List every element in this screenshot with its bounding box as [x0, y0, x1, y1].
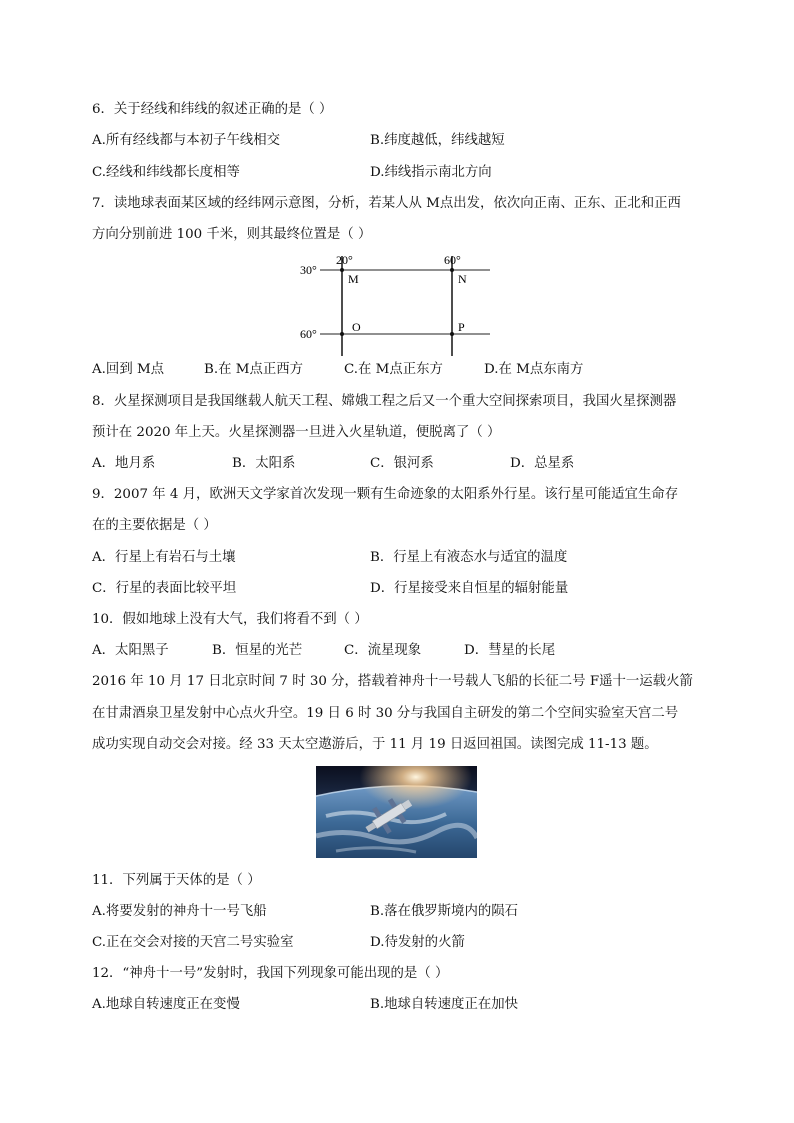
point-p-dot — [450, 332, 454, 336]
lat-label-bottom: 60° — [300, 327, 317, 341]
q9-option-b: B．行星上有液态水与适宜的温度 — [370, 550, 568, 565]
q12-option-a: A.地球自转速度正在变慢 — [92, 997, 240, 1012]
q10-option-d: D．彗星的长尾 — [464, 643, 556, 658]
point-n-dot — [450, 268, 454, 272]
q10-option-b: B．恒星的光芒 — [212, 643, 303, 658]
point-o-dot — [340, 332, 344, 336]
q8-option-c: C．银河系 — [370, 456, 434, 471]
q8-option-b: B．太阳系 — [232, 456, 296, 471]
q12-option-b: B.地球自转速度正在加快 — [370, 997, 519, 1012]
q6-stem: 6．关于经线和纬线的叙述正确的是（ ） — [92, 102, 333, 117]
q10-option-c: C．流星现象 — [344, 643, 422, 658]
point-o-label: O — [352, 320, 361, 334]
lon-label-left: 20° — [336, 253, 353, 267]
q11-stem: 11．下列属于天体的是（ ） — [92, 873, 261, 888]
q8-stem-line1: 8．火星探测项目是我国继载人航天工程、嫦娥工程之后又一个重大空间探索项目，我国火星探测器 — [92, 394, 677, 409]
q9-option-d: D．行星接受来自恒星的辐射能量 — [370, 581, 569, 596]
q9-stem-line1: 9．2007 年 4 月，欧洲天文学家首次发现一颗有生命迹象的太阳系外行星。该行星可能适宜生命存 — [92, 487, 679, 502]
q11-option-a: A.将要发射的神舟十一号飞船 — [92, 904, 267, 919]
q11-option-b: B.落在俄罗斯境内的陨石 — [370, 904, 519, 919]
q6-option-c: C.经线和纬线都长度相等 — [92, 165, 240, 180]
q8-option-a: A．地月系 — [92, 456, 156, 471]
q11-option-d: D.待发射的火箭 — [370, 935, 465, 950]
q7-option-a: A.回到 M点 — [92, 362, 165, 377]
lon-label-right: 60° — [444, 253, 461, 267]
spacecraft-earth-photo — [316, 766, 477, 858]
q7-option-d: D.在 M点东南方 — [484, 362, 584, 377]
point-p-label: P — [458, 320, 465, 334]
q6-option-d: D.纬线指示南北方向 — [370, 165, 492, 180]
lat-label-top: 30° — [300, 263, 317, 277]
q7-stem-line2: 方向分别前进 100 千米，则其最终位置是（ ） — [92, 227, 372, 242]
q11-option-c: C.正在交会对接的天宫二号实验室 — [92, 935, 294, 950]
passage-line3: 成功实现自动交会对接。经 33 天太空遨游后，于 11 月 19 日返回祖国。读图完成 11-13 题。 — [92, 737, 658, 752]
q9-option-a: A．行星上有岩石与土壤 — [92, 550, 236, 565]
point-m-dot — [340, 268, 344, 272]
point-m-label: M — [348, 272, 359, 286]
q10-option-a: A．太阳黑子 — [92, 643, 169, 658]
q12-stem: 12．“神舟十一号”发射时，我国下列现象可能出现的是（ ） — [92, 966, 449, 981]
lat-lon-grid-figure — [298, 252, 490, 356]
passage-line2: 在甘肃酒泉卫星发射中心点火升空。19 日 6 时 30 分与我国自主研发的第二个空间实验室天宫二号 — [92, 706, 679, 721]
q10-stem: 10．假如地球上没有大气，我们将看不到（ ） — [92, 612, 368, 627]
passage-line1: 2016 年 10 月 17 日北京时间 7 时 30 分，搭载着神舟十一号载人飞船的长征二号 F遥十一运载火箭 — [92, 674, 693, 689]
q8-stem-line2: 预计在 2020 年上天。火星探测器一旦进入火星轨道，便脱离了（ ） — [92, 425, 501, 440]
q7-option-c: C.在 M点正东方 — [344, 362, 443, 377]
q8-option-d: D．总星系 — [510, 456, 575, 471]
q6-option-a: A.所有经线都与本初子午线相交 — [92, 133, 281, 148]
q9-option-c: C．行星的表面比较平坦 — [92, 581, 237, 596]
q9-stem-line2: 在的主要依据是（ ） — [92, 518, 217, 533]
q7-option-b: B.在 M点正西方 — [204, 362, 304, 377]
q7-stem-line1: 7．读地球表面某区域的经纬网示意图，分析，若某人从 M点出发，依次向正南、正东、正北和正西 — [92, 196, 681, 211]
point-n-label: N — [458, 272, 467, 286]
q6-option-b: B.纬度越低，纬线越短 — [370, 133, 505, 148]
